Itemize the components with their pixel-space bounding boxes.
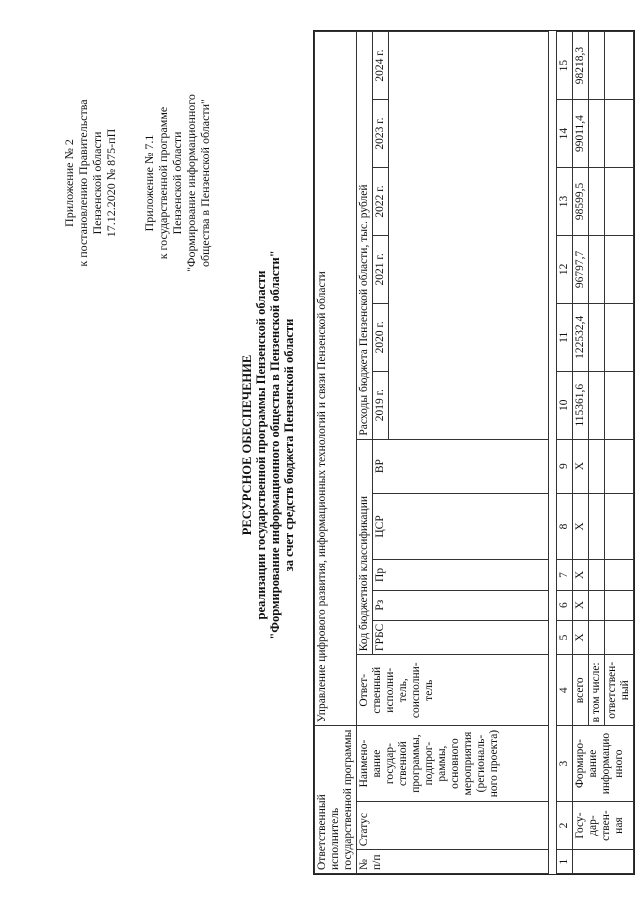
col-header-status: Статус (357, 801, 549, 850)
column-numbers-row (557, 32, 573, 874)
budget-code-header: Код бюджетной классификации (357, 439, 373, 655)
code-col-csr: ЦСР (373, 493, 549, 560)
row-status: Госу-дар-ствен-ная (573, 801, 634, 850)
row-resp-total: всего (573, 655, 589, 726)
code-col-vr: ВР (373, 439, 549, 493)
column-number: 12 (557, 235, 573, 303)
appendix-main-line: Приложение № 2 (62, 139, 76, 227)
row-code: Х (573, 620, 589, 654)
code-col-pr: Пр (373, 560, 549, 590)
code-col-rz: Рз (373, 590, 549, 620)
row-value: 115361,6 (573, 371, 589, 439)
title-line: "Формирование информационного общества в Пензенской области" (268, 250, 282, 640)
row-name: Формиро-вание информацио нного (573, 726, 634, 801)
table-row (573, 32, 589, 874)
row-resp-incl: в том числе: (589, 655, 605, 726)
executor-value: Управление цифрового развития, информационных технологий и связи Пензенской области (315, 32, 357, 726)
col-header-num: № п/п (357, 850, 549, 874)
column-number: 3 (557, 726, 573, 801)
row-code: Х (573, 560, 589, 590)
row-value: 122532,4 (573, 303, 589, 371)
col-header-responsible: Ответ-ственный исполни-тель, соисполни-тель (357, 655, 549, 726)
row-resp-executor: ответствен-ный (605, 655, 634, 726)
row-value: 96797,7 (573, 235, 589, 303)
appendix-sub-line: "Формирование информационного (184, 94, 198, 272)
column-number: 15 (557, 32, 573, 100)
resource-table (313, 30, 635, 875)
column-number: 11 (557, 303, 573, 371)
column-number: 7 (557, 560, 573, 590)
column-number: 8 (557, 493, 573, 560)
column-number: 5 (557, 620, 573, 654)
appendix-sub-line: общества в Пензенской области" (198, 99, 212, 267)
column-number: 14 (557, 100, 573, 168)
year-header: 2019 г. (373, 371, 389, 439)
year-header: 2020 г. (373, 303, 389, 371)
column-number: 10 (557, 371, 573, 439)
column-number: 13 (557, 168, 573, 236)
column-number: 6 (557, 590, 573, 620)
expenses-header: Расходы бюджета Пензенской области, тыс. рублей (357, 32, 373, 440)
row-value: 98218,3 (573, 32, 589, 100)
column-number: 9 (557, 439, 573, 493)
appendix-main-block (62, 63, 118, 303)
year-header: 2024 г. (373, 32, 389, 100)
row-code: Х (573, 439, 589, 493)
col-header-name: Наимено-вание государ-ственной программы, подпрог-раммы, основного мероприятия (региональ-ного проекта) (357, 726, 549, 801)
title-line: за счет средств бюджета Пензенской области (282, 318, 296, 572)
column-number: 1 (557, 850, 573, 874)
appendix-sub-line: Приложение № 7.1 (142, 134, 156, 232)
document-title (240, 145, 296, 745)
row-value: 98599,5 (573, 168, 589, 236)
row-code: Х (573, 590, 589, 620)
code-col-grbs: ГРБС (373, 620, 549, 654)
column-number: 2 (557, 801, 573, 850)
year-header: 2023 г. (373, 100, 389, 168)
year-header: 2022 г. (373, 168, 389, 236)
appendix-sub-line: к государственной программе (156, 106, 170, 260)
column-number: 4 (557, 655, 573, 726)
appendix-main-line: 17.12.2020 № 875-пП (104, 128, 118, 238)
appendix-sub-block (142, 33, 212, 333)
row-code: Х (573, 493, 589, 560)
row-value: 99011,4 (573, 100, 589, 168)
year-header: 2021 г. (373, 235, 389, 303)
title-line: реализации государственной программы Пензенской области (254, 270, 268, 620)
appendix-main-line: к постановлению Правительства (76, 99, 90, 267)
executor-label: Ответственный исполнитель государственной программы (315, 726, 357, 874)
appendix-sub-line: Пензенской области (170, 131, 184, 235)
appendix-main-line: Пензенской области (90, 131, 104, 235)
title-line: РЕСУРСНОЕ ОБЕСПЕЧЕНИЕ (240, 354, 254, 536)
